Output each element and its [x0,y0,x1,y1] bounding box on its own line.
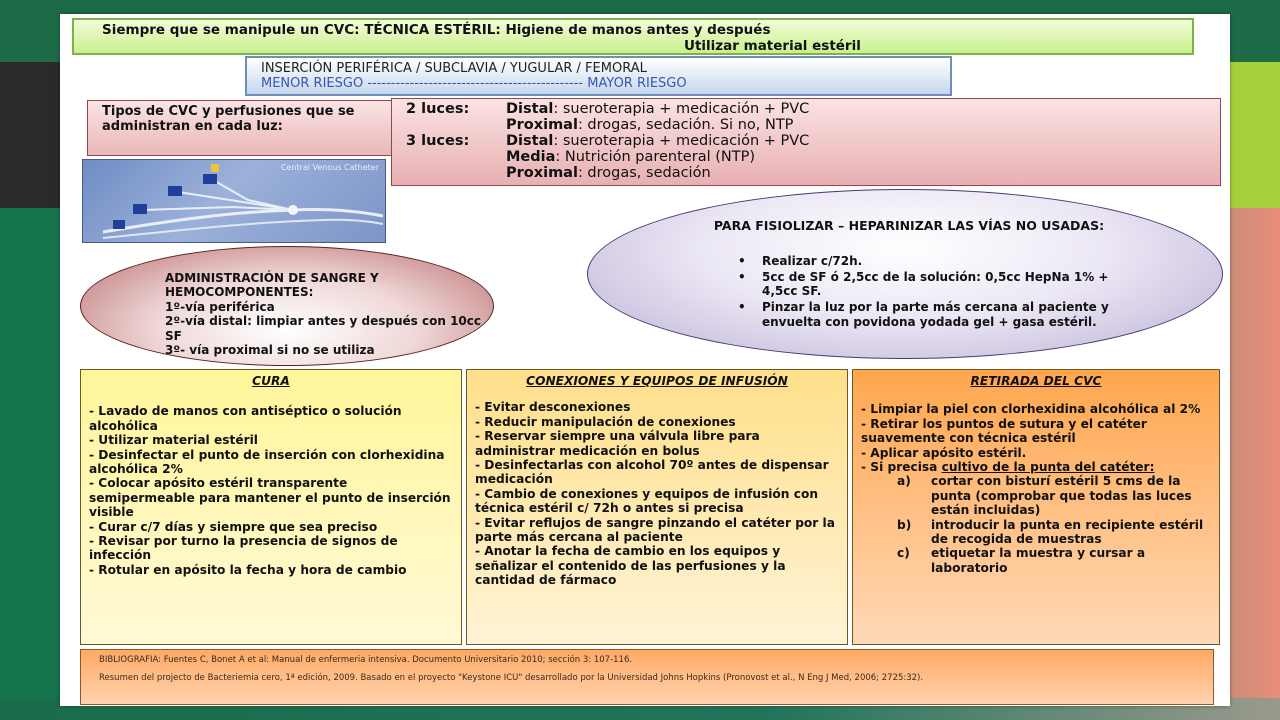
banner-line-1: Siempre que se manipule un CVC: TÉCNICA ESTÉRIL: Higiene de manos antes y después [102,22,771,38]
lumen-name: Proximal [506,117,578,133]
list-item: - Anotar la fecha de cambio en los equipos y señalizar el contenido de las perfusiones y la cantidad de fármaco [475,544,786,588]
list-item: - Aplicar apósito estéril. [861,445,1027,460]
list-item: - Reducir manipulación de conexiones [475,414,736,429]
slide-accent-dark [0,62,60,208]
lumen-use: : sueroterapia + medicación + PVC [553,133,810,149]
list-item [861,518,1211,547]
insertion-risk-box [245,56,952,96]
blood-admin-oval [80,246,494,366]
list-item: • Realizar c/72h. [738,254,1118,269]
lumen-count: 2 luces: [406,101,470,117]
step-marker: b) [897,517,912,532]
bibliography-box [80,649,1214,705]
step-text: cortar con bisturí estéril 5 cms de la punta (comprobar que todas las luces están incluidas) [931,474,1192,518]
culture-prefix: - Si precisa [861,459,942,474]
list-item: - Evitar desconexiones [475,400,631,415]
lumen-use: : Nutrición parenteral (NTP) [555,149,755,165]
photo-caption: Central Venous Catheter [280,163,379,172]
list-item: - Reservar siempre una válvula libre para administrar medicación en bolus [475,429,760,458]
conexiones-title: CONEXIONES Y EQUIPOS DE INFUSIÓN [526,374,788,388]
culture-item [861,460,1211,474]
cura-title: CURA [252,374,290,388]
list-item: - Retirar los puntos de sutura y el catéter suavemente con técnica estéril [861,416,1147,446]
lumen-name: Proximal [506,165,578,181]
cvc-types-label [87,100,395,156]
bibliography-line-1: BIBLIOGRAFIA: Fuentes C, Bonet A et al: Manual de enfermeria intensiva. Documento Universitario 2010; sección 3: 107-116. [99,655,633,665]
culture-steps [861,474,1211,575]
risk-scale: MENOR RIESGO ---------------------------------------------- MAYOR RIESGO [261,76,687,92]
lumen-name: Distal [506,133,554,149]
lumen-row [406,133,1220,149]
list-item: • Pinzar la luz por la parte más cercana al paciente y envuelta con povidona yodada gel + gasa estéril. [738,300,1118,329]
list-item: - Desinfectar el punto de inserción con clorhexidina alcohólica 2% [89,447,445,476]
list-item: - Curar c/7 días y siempre que sea preciso [89,519,378,534]
list-item: • 5cc de SF ó 2,5cc de la solución: 0,5cc HepNa 1% + 4,5cc SF. [738,270,1118,299]
lumen-use: : drogas, sedación [577,165,711,181]
list-item: - Colocar apósito estéril transparente semipermeable para mantener el punto de inserción visible [89,476,451,520]
bibliography-line-2: Resumen del projecto de Bacteriemia cero, 1ª edición, 2009. Basado en el proyecto "Keystone ICU" desarrollado por la Universidad Johns Hopkins (Pronovost et al., N Eng J Med, 2006; 2725:32). [99,672,924,683]
blood-admin-title: ADMINISTRACIÓN DE SANGRE Y HEMOCOMPONENTES: [165,271,379,300]
list-item: - Desinfectarlas con alcohol 70º antes de dispensar medicación [475,457,829,487]
cvc-types-text: Tipos de CVC y perfusiones que se administran en cada luz: [102,104,355,135]
blood-step-3: 3º- vía proximal si no se utiliza [165,342,375,357]
step-marker: c) [897,546,910,561]
list-item [861,474,1211,517]
insertion-sites: INSERCIÓN PERIFÉRICA / SUBCLAVIA / YUGULAR / FEMORAL [261,61,647,76]
list-item: - Revisar por turno la presencia de signos de infección [89,533,398,563]
step-text: etiquetar la muestra y cursar a laboratorio [931,546,1146,575]
list-item: - Limpiar la piel con clorhexidina alcohólica al 2% [861,402,1201,417]
lumen-row [406,101,1220,117]
lumen-row [406,149,1220,165]
list-item: - Utilizar material estéril [89,433,258,448]
list-item [861,546,1211,575]
heparinize-list [738,254,1118,330]
lumen-row [406,165,1220,181]
lumens-box [391,98,1221,186]
heparinize-oval [587,189,1223,359]
list-item: - Lavado de manos con antiséptico o solución alcohólica [89,404,402,433]
blood-admin-content [165,271,485,357]
list-item: - Cambio de conexiones y equipos de infusión con técnica estéril c/ 72h o antes si precisa [475,486,818,516]
lumen-name: Media [506,149,556,165]
conexiones-column [466,369,848,645]
list-item: - Evitar reflujos de sangre pinzando el catéter por la parte más cercana al paciente [475,515,835,544]
lumen-use: : sueroterapia + medicación + PVC [553,101,810,117]
step-text: introducir la punta en recipiente estéril de recogida de muestras [931,517,1204,546]
blood-step-2: 2º-vía distal: limpiar antes y después con 10cc SF [165,314,482,343]
sterile-technique-banner [72,18,1194,55]
retirada-title: RETIRADA DEL CVC [970,374,1102,388]
slide-accent-lime [1224,62,1280,208]
retirada-column [852,369,1220,645]
banner-line-2: Utilizar material estéril [684,37,861,54]
catheter-illustration [83,160,385,242]
lumen-row [406,117,1220,133]
heparinize-title: PARA FISIOLIZAR – HEPARINIZAR LAS VÍAS NO USADAS: [713,218,1105,233]
catheter-photo [82,159,386,243]
poster-document [60,14,1230,706]
list-item: - Rotular en apósito la fecha y hora de cambio [89,562,407,577]
lumen-count: 3 luces: [406,133,470,149]
lumen-use: : drogas, sedación. Si no, NTP [577,117,794,133]
culture-heading: cultivo de la punta del catéter: [941,459,1155,474]
blood-step-1: 1º-vía periférica [165,299,275,314]
step-marker: a) [897,474,911,489]
cura-column [80,369,462,645]
lumen-name: Distal [506,101,554,117]
